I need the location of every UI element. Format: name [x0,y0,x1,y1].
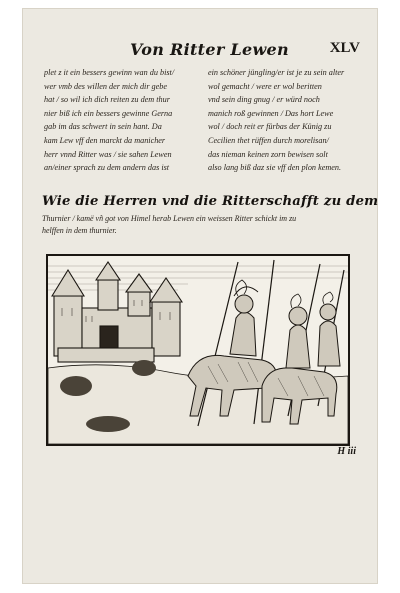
text-line: wer vmb des willen der mich dir gebe [44,81,168,91]
text-line: also lang biß daz sie vff den plon kemen. [208,163,342,173]
text-line: plet z it ein bessers gewinn wan du bist/ [44,68,175,77]
text-line: herr vnnd Ritter was / sie sahen Lewen [44,149,172,159]
text-line: an/einer sprach zu dem andern das ist [44,163,170,173]
chapter-subheading [42,213,362,237]
subheading-line: helffen in dem thurnier. [42,226,117,235]
text-line: wol / doch reit er fürbas der Künig zu [208,122,332,132]
text-line: vnd sein ding gnug / er würd noch [208,95,320,105]
text-line: kam Lew vff den marckt da manicher [44,135,166,145]
text-line: Cecilien thet rüffen durch morelisan/ [208,135,329,145]
text-line: gab im das schwert in sein hant. Da [44,122,162,132]
folio-number: XLV [329,40,360,56]
text-line: nier biß ich ein bessers gewinne Gerna [44,108,173,118]
signature-mark: H iii [337,446,356,457]
text-line: wol gemacht / were er wol beritten [208,81,322,91]
running-title: Von Ritter Lewen [130,40,289,59]
chapter-heading: Wie die Herren vnd die Ritterschafft zu dem [42,194,379,209]
book-page [22,8,378,584]
subheading-line: Thurnier / kamë vñ got von Himel herab Lewen ein weissen Ritter schickt im zu [42,214,297,223]
city-castle [52,262,182,362]
page-header [22,40,378,64]
text-line: hat / so wil ich dich reiten zu dem thur [44,95,170,105]
left-column [44,66,194,175]
text-columns [44,66,356,178]
woodcut-scene [48,256,348,444]
woodcut-illustration [46,254,350,446]
text-line: manich roß gewinnen / Das hort Lewe [208,108,334,118]
right-column [208,66,358,175]
text-line: das nieman keinen zorn bewisen solt [208,149,328,159]
text-line: ein schöner jüngling/er ist je zu sein alter [208,68,345,77]
